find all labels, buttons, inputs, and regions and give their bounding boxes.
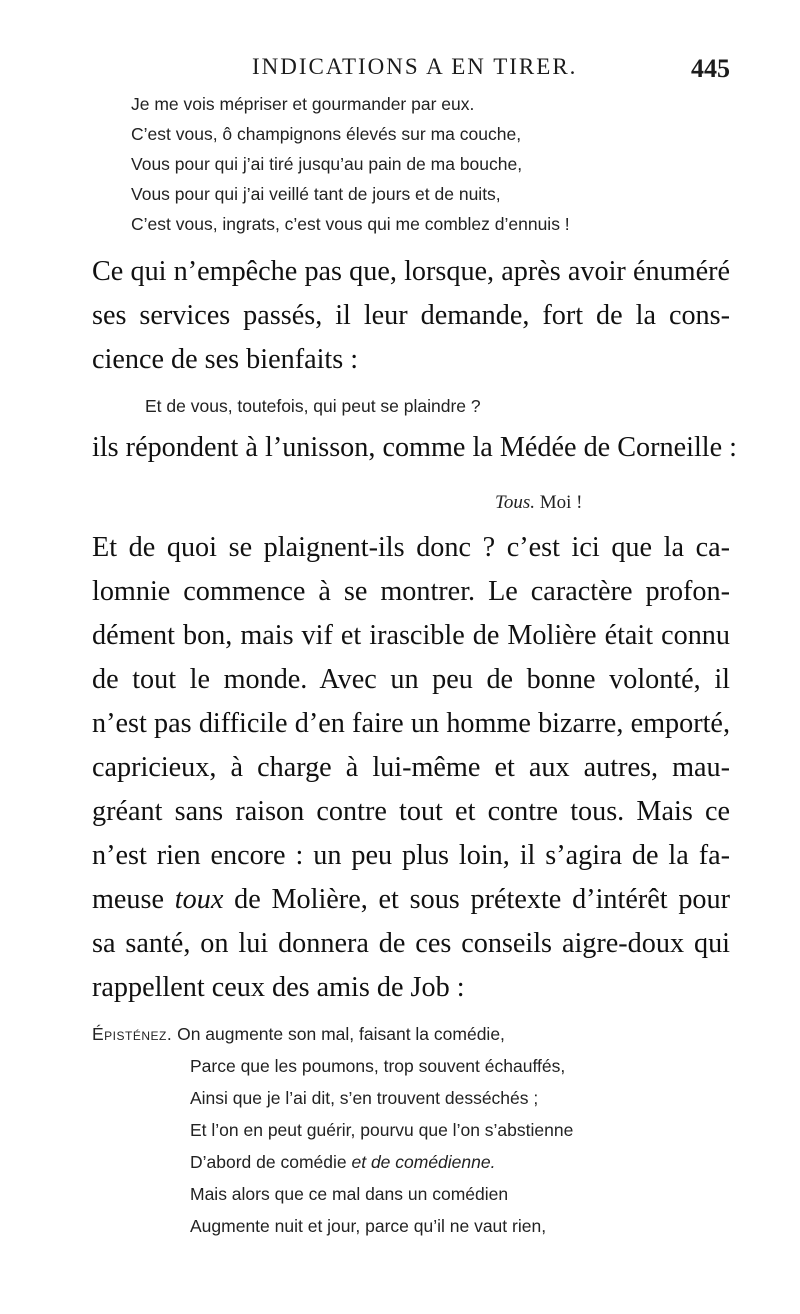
page-number: 445 [691,54,730,83]
text-line: Et de quoi se plaignent-ils donc ? c’est ici que la ca- [92,532,730,563]
text-line: dément bon, mais vif et irascible de Molière était connu [92,620,730,651]
verse-line: C’est vous, ingrats, c’est vous qui me comblez d’ennuis ! [131,214,570,234]
text-line: lomnie commence à se montrer. Le caractère profon- [92,576,730,607]
text-line: n’est rien encore : un peu plus loin, il s’agira de la fa- [92,840,730,871]
running-title: INDICATIONS A EN TIRER. [252,54,578,79]
verse-line: D’abord de comédie et de comédienne. [190,1152,496,1172]
text-line: ses services passés, il leur demande, fort de la cons- [92,300,730,331]
emphasized-phrase: et de comédienne. [351,1152,496,1172]
verse-line: Et de vous, toutefois, qui peut se plaindre ? [145,396,481,416]
verse-line: On augmente son mal, faisant la comédie, [177,1024,505,1044]
text-line: meuse toux de Molière, et sous prétexte d’intérêt pour [92,884,731,915]
verse-line: Je me vois mépriser et gourmander par eux. [131,94,475,114]
speaker-name: Épisténez. [92,1024,173,1044]
verse-line: C’est vous, ô champignons élevés sur ma couche, [131,124,522,144]
text-line: ils répondent à l’unisson, comme la Médée de Corneille : [92,432,738,463]
verse-line: Mais alors que ce mal dans un comédien [190,1184,509,1204]
verse-line: Vous pour qui j’ai veillé tant de jours et de nuits, [131,184,501,204]
verse-line: Et l’on en peut guérir, pourvu que l’on s’abstienne [190,1120,574,1140]
text-line: capricieux, à charge à lui-même et aux autres, mau- [92,752,730,783]
text-line: Ce qui n’empêche pas que, lorsque, après avoir énuméré [92,256,730,287]
text-line: cience de ses bienfaits : [92,344,359,375]
text-line: gréant sans raison contre tout et contre tous. Mais ce [92,796,730,827]
text-line: sa santé, on lui donnera de ces conseils aigre-doux qui [92,928,730,959]
speaker-name: Tous. [495,492,535,513]
verse-line: Augmente nuit et jour, parce qu’il ne vaut rien, [190,1216,547,1236]
page-header [92,54,730,88]
emphasized-word: toux [174,884,224,915]
verse-line: Vous pour qui j’ai tiré jusqu’au pain de ma bouche, [131,154,523,174]
text-line: rappellent ceux des amis de Job : [92,972,465,1003]
reply-text: Moi ! [539,492,583,513]
text-line: n’est pas difficile d’en faire un homme bizarre, emporté, [92,708,730,739]
text-line: de tout le monde. Avec un peu de bonne volonté, il [92,664,730,695]
verse-line: Ainsi que je l’ai dit, s’en trouvent desséchés ; [190,1088,539,1108]
verse-line: Parce que les poumons, trop souvent échauffés, [190,1056,566,1076]
